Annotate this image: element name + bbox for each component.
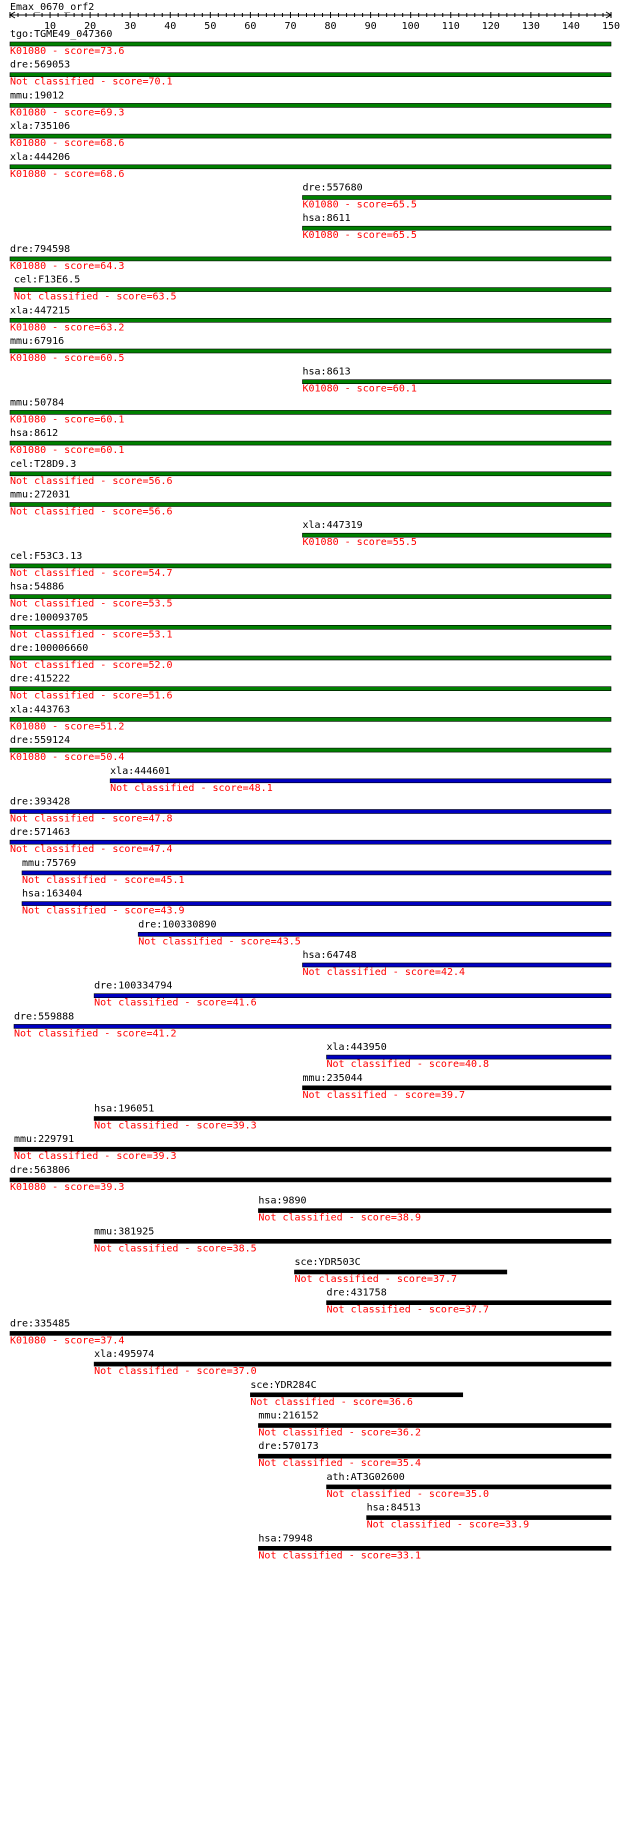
hit-name[interactable]: cel:T28D9.3 <box>10 458 77 470</box>
ruler-tick-label: 130 <box>521 21 540 32</box>
hit-score: Not classified - score=43.9 <box>22 905 185 917</box>
hit-name[interactable]: cel:F53C3.13 <box>10 550 83 562</box>
hit-name[interactable]: hsa:9890 <box>258 1195 307 1207</box>
hit-name[interactable]: dre:100330890 <box>138 919 217 931</box>
hit-row[interactable] <box>22 889 611 917</box>
hit-row[interactable] <box>10 551 611 579</box>
hit-name[interactable]: dre:794598 <box>10 243 71 255</box>
query-title: Emax_0670_orf2 <box>10 2 95 13</box>
hit-score: Not classified - score=36.2 <box>258 1427 421 1439</box>
hit-row[interactable] <box>10 797 611 825</box>
ruler-tick-label: 90 <box>364 21 377 32</box>
ruler-tick-label: 110 <box>441 21 460 32</box>
hit-score: Not classified - score=41.2 <box>14 1028 177 1040</box>
hit-name[interactable]: hsa:84513 <box>366 1502 421 1514</box>
hit-score: K01080 - score=65.5 <box>302 199 417 211</box>
ruler-tick-label: 150 <box>601 21 620 32</box>
ruler-tick-label: 30 <box>124 21 137 32</box>
hit-score: K01080 - score=65.5 <box>302 230 417 242</box>
hit-score: Not classified - score=47.8 <box>10 813 173 825</box>
hit-name[interactable]: mmu:272031 <box>10 489 71 501</box>
hit-score: Not classified - score=45.1 <box>22 874 185 886</box>
hit-row[interactable] <box>10 305 611 333</box>
ruler-tick-label: 50 <box>204 21 217 32</box>
hit-row[interactable] <box>294 1257 506 1285</box>
hit-score: K01080 - score=51.2 <box>10 721 125 733</box>
hit-score: Not classified - score=40.8 <box>326 1059 490 1071</box>
hit-row[interactable] <box>10 612 611 640</box>
hit-score: Not classified - score=53.1 <box>10 629 173 641</box>
hit-score: Not classified - score=70.1 <box>10 76 173 88</box>
hit-name[interactable]: dre:100006660 <box>10 643 89 654</box>
hit-row[interactable] <box>258 1441 611 1469</box>
hit-name[interactable]: xla:447215 <box>10 305 71 317</box>
hit-row[interactable] <box>10 90 611 118</box>
ruler-tick-label: 100 <box>401 21 420 32</box>
hit-row[interactable] <box>302 1073 611 1101</box>
hit-score: K01080 - score=60.1 <box>10 414 125 426</box>
hit-name[interactable]: dre:100334794 <box>94 980 173 992</box>
hit-score: K01080 - score=69.3 <box>10 107 125 119</box>
hit-row[interactable] <box>14 1134 611 1162</box>
hit-name[interactable]: hsa:8613 <box>302 366 351 378</box>
hit-row[interactable] <box>14 1011 611 1039</box>
hit-score: K01080 - score=55.5 <box>302 537 417 549</box>
hit-row[interactable] <box>302 183 611 211</box>
hit-score: Not classified - score=37.7 <box>326 1304 490 1316</box>
hit-name[interactable]: dre:557680 <box>302 182 363 194</box>
hit-row[interactable] <box>94 1104 611 1132</box>
hit-score: Not classified - score=48.1 <box>110 782 273 794</box>
hit-score: K01080 - score=63.2 <box>10 322 125 334</box>
hit-name[interactable]: dre:559124 <box>10 735 71 747</box>
hit-row[interactable] <box>250 1380 462 1408</box>
hit-name[interactable]: mmu:67916 <box>10 336 65 347</box>
hit-score: Not classified - score=54.7 <box>10 567 173 579</box>
hit-name[interactable]: dre:100093705 <box>10 612 89 624</box>
hit-name[interactable]: dre:559888 <box>14 1011 75 1023</box>
hit-name[interactable]: dre:431758 <box>326 1287 387 1299</box>
hit-score: K01080 - score=68.6 <box>10 168 125 180</box>
hit-score: K01080 - score=37.4 <box>10 1335 125 1347</box>
hit-score: K01080 - score=64.3 <box>10 260 125 272</box>
hit-row[interactable] <box>367 1503 611 1531</box>
hit-list <box>10 29 611 1561</box>
hit-score: Not classified - score=39.7 <box>302 1089 466 1101</box>
hit-score: Not classified - score=37.7 <box>294 1274 458 1285</box>
hit-name[interactable]: xla:444206 <box>10 151 71 163</box>
ruler-tick-label: 80 <box>324 21 337 32</box>
hit-row[interactable] <box>10 582 611 610</box>
hit-name[interactable]: dre:393428 <box>10 796 71 808</box>
hit-row[interactable] <box>22 858 611 886</box>
hit-row[interactable] <box>10 121 611 149</box>
hit-row[interactable] <box>10 336 611 364</box>
hit-row[interactable] <box>258 1196 611 1224</box>
hit-row[interactable] <box>10 704 611 732</box>
hit-name[interactable]: sce:YDR284C <box>250 1379 317 1391</box>
hit-score: Not classified - score=39.3 <box>94 1120 257 1132</box>
hit-name[interactable]: xla:495974 <box>94 1349 155 1361</box>
hit-score: Not classified - score=38.5 <box>94 1243 257 1255</box>
ruler-tick-label: 20 <box>84 21 97 32</box>
hit-row[interactable] <box>10 674 611 702</box>
hit-score: Not classified - score=35.0 <box>326 1488 490 1500</box>
hit-score: Not classified - score=33.1 <box>258 1550 421 1562</box>
hit-name[interactable]: dre:335485 <box>10 1318 71 1330</box>
hit-row[interactable] <box>138 919 611 947</box>
hit-score: Not classified - score=56.6 <box>10 506 173 518</box>
hit-row[interactable] <box>94 1226 611 1254</box>
hit-name[interactable]: hsa:8611 <box>302 213 351 225</box>
hit-name[interactable]: mmu:216152 <box>258 1410 319 1422</box>
hit-score: Not classified - score=47.4 <box>10 844 173 856</box>
hit-score: Not classified - score=56.6 <box>10 475 173 487</box>
hit-score: K01080 - score=50.4 <box>10 752 125 764</box>
hit-row[interactable] <box>10 152 611 180</box>
hit-name[interactable]: dre:569053 <box>10 59 71 71</box>
hit-name[interactable]: sce:YDR503C <box>294 1257 361 1268</box>
hit-name[interactable]: hsa:163404 <box>22 888 83 900</box>
hit-row[interactable] <box>14 275 611 303</box>
hit-row[interactable] <box>94 981 611 1009</box>
hit-score: Not classified - score=43.5 <box>138 936 301 948</box>
hit-row[interactable] <box>258 1411 611 1439</box>
hit-name[interactable]: hsa:54886 <box>10 581 65 593</box>
hit-name[interactable]: xla:443950 <box>326 1042 387 1054</box>
hit-row[interactable] <box>327 1042 611 1070</box>
hit-score: Not classified - score=41.6 <box>94 997 257 1009</box>
hit-score: Not classified - score=37.0 <box>94 1366 257 1378</box>
hit-row[interactable] <box>10 60 611 88</box>
hit-row[interactable] <box>10 643 611 671</box>
ruler-tick-label: 40 <box>164 21 177 32</box>
hit-row[interactable] <box>302 950 611 978</box>
hit-name[interactable]: ath:AT3G02600 <box>326 1471 405 1483</box>
hit-name[interactable]: mmu:75769 <box>22 857 77 869</box>
hit-name[interactable]: dre:571463 <box>10 827 71 839</box>
ruler-tick-label: 60 <box>244 21 257 32</box>
hit-name[interactable]: dre:570173 <box>258 1441 319 1453</box>
hit-name[interactable]: mmu:381925 <box>94 1226 155 1238</box>
hit-score: Not classified - score=33.9 <box>366 1519 530 1531</box>
hit-score: K01080 - score=68.6 <box>10 138 125 150</box>
hit-name[interactable]: xla:735106 <box>10 121 71 133</box>
hit-row[interactable] <box>110 766 611 794</box>
hit-name[interactable]: mmu:229791 <box>14 1134 75 1146</box>
hit-score: Not classified - score=52.0 <box>10 660 173 671</box>
hit-row[interactable] <box>302 520 611 548</box>
hit-name[interactable]: dre:415222 <box>10 673 71 685</box>
hit-row[interactable] <box>327 1288 611 1316</box>
hit-row[interactable] <box>10 428 611 456</box>
hit-row[interactable] <box>10 1318 611 1346</box>
hit-score: Not classified - score=36.6 <box>250 1396 413 1408</box>
ruler-tick-label: 120 <box>481 21 500 32</box>
hit-row[interactable] <box>10 459 611 487</box>
hit-score: Not classified - score=39.3 <box>14 1151 177 1163</box>
hit-row[interactable] <box>94 1349 611 1377</box>
hit-score: Not classified - score=35.4 <box>258 1458 421 1470</box>
hit-row[interactable] <box>10 490 611 518</box>
hit-row[interactable] <box>302 213 611 241</box>
hit-score: K01080 - score=39.3 <box>10 1181 125 1193</box>
hit-row[interactable] <box>258 1533 611 1561</box>
hit-name[interactable]: cel:F13E6.5 <box>14 274 81 286</box>
ruler-tick-label: 140 <box>561 21 580 32</box>
hit-row[interactable] <box>10 827 611 855</box>
hit-row[interactable] <box>327 1472 611 1500</box>
hit-score: K01080 - score=60.1 <box>10 445 125 457</box>
hit-name[interactable]: hsa:196051 <box>94 1103 155 1115</box>
hit-name[interactable]: hsa:64748 <box>302 950 357 961</box>
hit-row[interactable] <box>10 397 611 425</box>
ruler-tick-label: 70 <box>284 21 297 32</box>
hit-name[interactable]: hsa:79948 <box>258 1533 313 1545</box>
hit-name[interactable]: mmu:50784 <box>10 397 65 409</box>
hit-name[interactable]: tgo:TGME49_047360 <box>10 29 113 40</box>
hit-score: K01080 - score=60.1 <box>302 383 417 395</box>
hit-name[interactable]: dre:563806 <box>10 1164 71 1176</box>
hit-name[interactable]: hsa:8612 <box>10 428 59 440</box>
hit-score: Not classified - score=53.5 <box>10 598 173 610</box>
hit-score: K01080 - score=73.6 <box>10 46 125 57</box>
hit-name[interactable]: xla:447319 <box>302 520 363 532</box>
hit-row[interactable] <box>10 29 611 57</box>
hit-name[interactable]: mmu:235044 <box>302 1072 363 1084</box>
hit-score: Not classified - score=51.6 <box>10 690 173 702</box>
hit-score: Not classified - score=63.5 <box>14 291 177 303</box>
hit-row[interactable] <box>302 367 611 395</box>
hit-row[interactable] <box>10 1165 611 1193</box>
hit-score: Not classified - score=38.9 <box>258 1212 421 1224</box>
hit-name[interactable]: xla:443763 <box>10 704 71 716</box>
hit-row[interactable] <box>10 735 611 763</box>
hit-name[interactable]: xla:444601 <box>110 765 171 777</box>
ruler-tick-label: 10 <box>44 21 57 32</box>
hit-row[interactable] <box>10 244 611 272</box>
hit-score: Not classified - score=42.4 <box>302 967 466 978</box>
hit-score: K01080 - score=60.5 <box>10 353 125 364</box>
hit-name[interactable]: mmu:19012 <box>10 90 65 102</box>
